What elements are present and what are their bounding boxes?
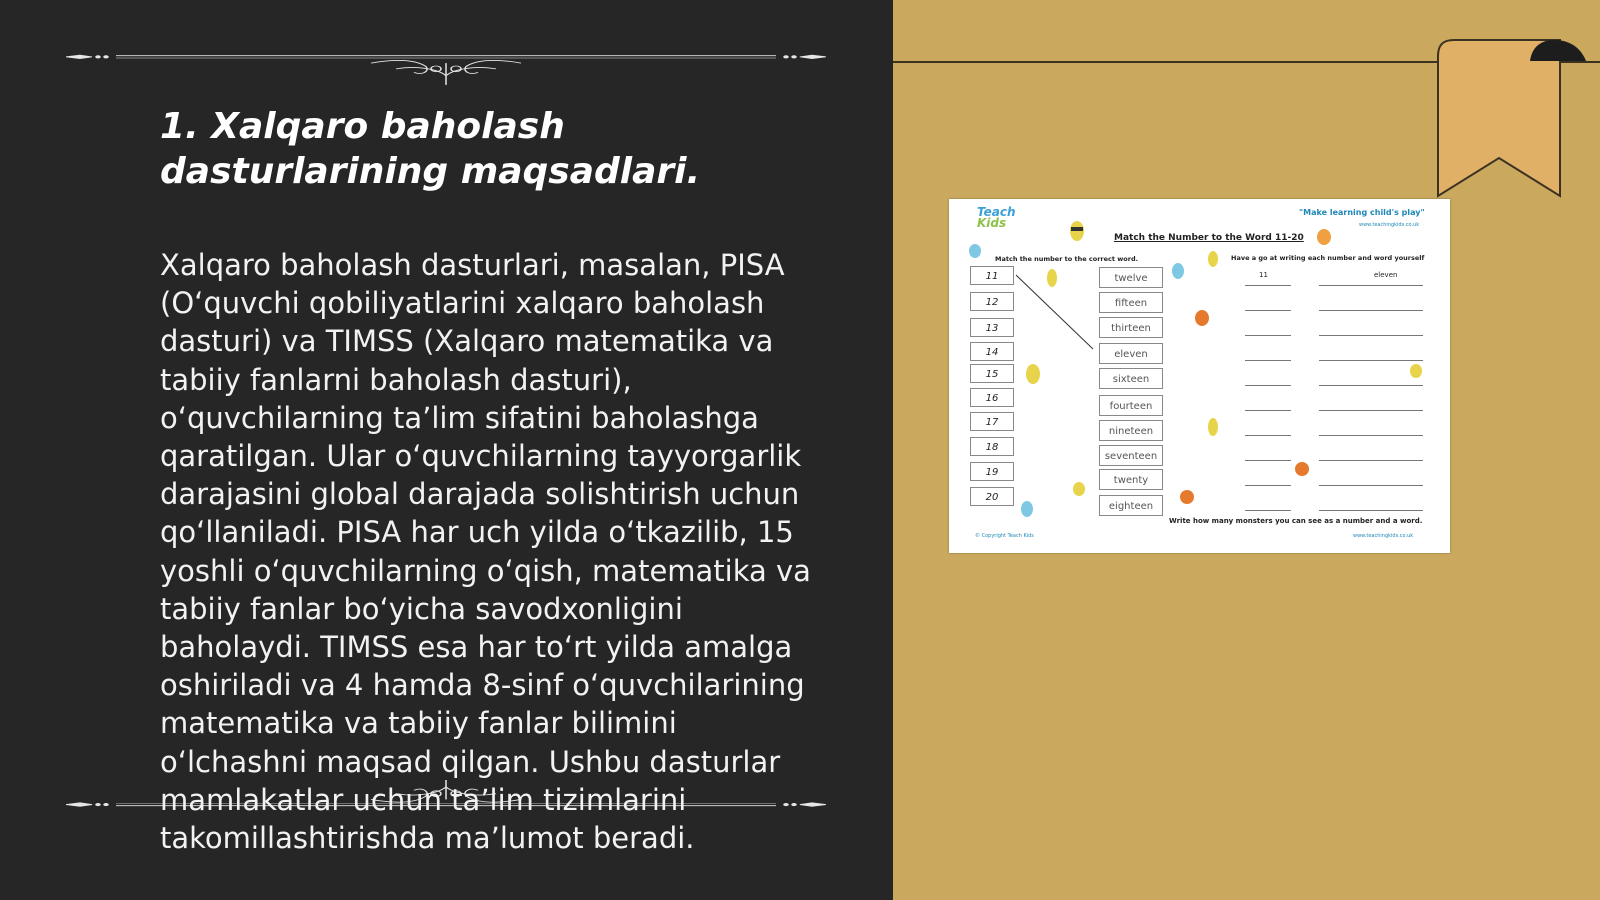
writing-line [1319,435,1423,436]
bookmark-ribbon [1430,36,1590,206]
writing-line [1319,510,1423,511]
example-number: 11 [1259,271,1268,279]
slide-body-text: Xalqaro baholash dasturlari, masalan, PISA (O‘quvchi qobiliyatlarini xalqaro baholash dasturi) va TIMSS (Xalqaro matematika va tabiiy fanlarni baholash dasturi), o‘quvchilarning ta’lim sifatini baholashga qaratilgan. Ular o‘quvchilarning tayyorgarlik darajasini global darajada solishtirish uchun qo‘llaniladi. PISA har uch yilda o‘tkazilib, 15 yoshli o‘quvchilarning o‘qish, matematika va tabiiy fanlar bo‘yicha savodxonligini baholaydi. TIMSS esa har to‘rt yilda amalga oshiriladi va 4 hamda 8-sinf o‘quvchilarining matematika va tabiiy fanlar bilimini o‘lchashni maqsad qilgan. Ushbu dasturlar mamlakatlar uchun ta’lim tizimlarini takomillashtirishda ma’lumot beradi. [160,248,811,856]
worksheet-instruction-left: Match the number to the correct word. [995,255,1139,263]
number-box: 17 [970,412,1014,431]
worksheet-instruction-right: Have a go at writing each number and word yourself [1231,254,1425,262]
word-box: seventeen [1099,445,1163,466]
writing-line [1245,385,1291,386]
word-box: twenty [1099,469,1163,490]
number-box: 14 [970,342,1014,361]
writing-line [1319,385,1423,386]
number-box: 18 [970,437,1014,456]
writing-line [1245,460,1291,461]
word-box: sixteen [1099,368,1163,389]
writing-line [1319,285,1423,286]
writing-line [1245,285,1291,286]
worksheet-logo [977,207,1016,229]
number-box: 13 [970,318,1014,337]
worksheet-footer-left: © Copyright Teach Kids [975,533,1034,539]
number-box: 11 [970,266,1014,285]
writing-line [1319,360,1423,361]
worksheet-illustration [949,199,1450,553]
worksheet-url-top: www.teachingkids.co.uk [1359,222,1420,228]
word-box: nineteen [1099,420,1163,441]
slide-title: 1. Xalqaro baholash dasturlarining maqsadlari. [160,106,701,192]
word-box: thirteen [1099,317,1163,338]
number-box: 15 [970,364,1014,383]
logo-word-1: Teach [977,205,1016,219]
number-box: 16 [970,388,1014,407]
top-ornament [66,46,826,86]
writing-line [1319,460,1423,461]
number-box: 20 [970,487,1014,506]
worksheet-title: Match the Number to the Word 11-20 [1114,233,1304,243]
writing-line [1245,410,1291,411]
writing-line [1245,335,1291,336]
writing-line [1245,510,1291,511]
writing-line [1319,335,1423,336]
number-box: 12 [970,292,1014,311]
logo-word-2: Kids [977,216,1007,230]
writing-line [1245,485,1291,486]
word-box: fifteen [1099,292,1163,313]
number-box: 19 [970,462,1014,481]
worksheet-image [949,199,1450,553]
writing-line [1245,360,1291,361]
example-word: eleven [1374,271,1398,279]
word-box: eleven [1099,343,1163,364]
writing-line [1319,485,1423,486]
writing-line [1319,310,1423,311]
writing-line [1245,310,1291,311]
worksheet-footer-right: www.teachingkids.co.uk [1353,533,1414,539]
word-box: fourteen [1099,395,1163,416]
writing-line [1245,435,1291,436]
worksheet-bottom-instruction: Write how many monsters you can see as a number and a word. [1169,517,1423,525]
writing-line [1319,410,1423,411]
word-box: eighteen [1099,495,1163,516]
word-box: twelve [1099,267,1163,288]
worksheet-tagline: "Make learning child's play" [1299,208,1425,217]
